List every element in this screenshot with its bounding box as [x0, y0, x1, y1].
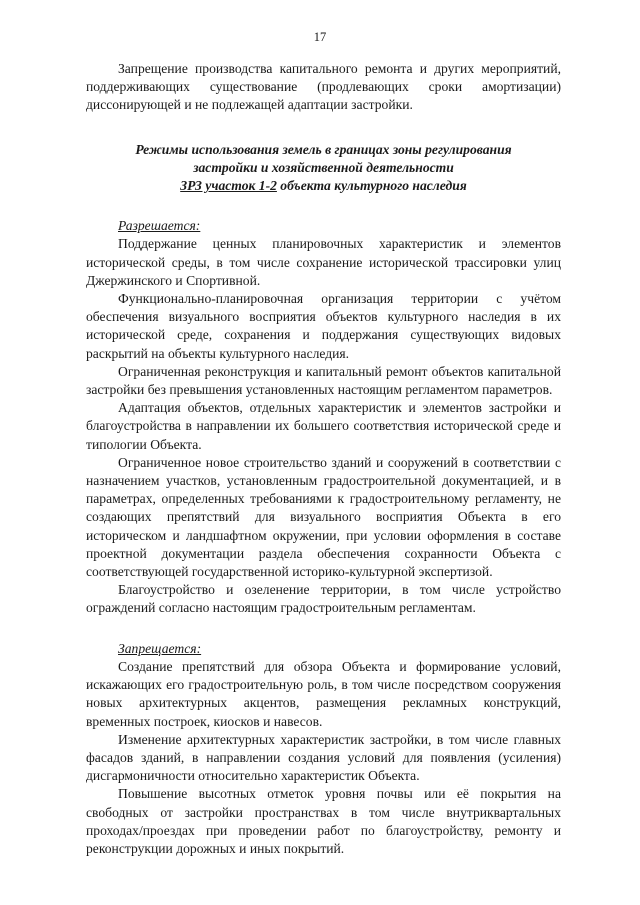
- forbidden-paragraph: Повышение высотных отметок уровня почвы или её покрытия на свободных от застройки пространствах в том числе внутриквартальных проходах/проездах при проведении работ по благоустройству, ремонту и реконструкции дорожных и иных покрытий.: [86, 786, 561, 856]
- document-body: [86, 60, 561, 858]
- allowed-paragraph: Функционально-планировочная организация территории с учётом обеспечения визуального восприятия объектов культурного наследия в их исторической среде, сохранения и поддержания существующих видовых раскрытий на объекты культурного наследия.: [86, 291, 561, 361]
- section-heading: [86, 141, 561, 196]
- heading-line-2: застройки и хозяйственной деятельности: [193, 159, 454, 175]
- heading-line-1: Режимы использования земель в границах зоны регулирования: [135, 141, 512, 157]
- allowed-paragraph: Адаптация объектов, отдельных характеристик и элементов застройки и благоустройства в направлении их большего соответствия исторической среде и типологии Объекта.: [86, 400, 561, 452]
- forbidden-paragraph: Создание препятствий для обзора Объекта и формирование условий, искажающих его градостроительную роль, в том числе посредством сооружения новых архитектурных акцентов, размещения рекламных конструкций, временных построек, киосков и навесов.: [86, 658, 561, 729]
- forbidden-paragraph: Изменение архитектурных характеристик застройки, в том числе главных фасадов зданий, в направлении создания условий для появления (усиления) дисгармоничности относительно характеристик Объекта.: [86, 731, 561, 784]
- heading-zone-code: ЗРЗ участок 1-2: [180, 178, 277, 194]
- heading-line-3-rest: объекта культурного наследия: [276, 178, 467, 194]
- heading-line-3: [86, 177, 561, 195]
- section-spacer: [86, 618, 561, 640]
- allowed-label: Разрешается:: [118, 218, 201, 234]
- intro-paragraph: Запрещение производства капитального ремонта и других мероприятий, поддерживающих существование (продлевающих сроки амортизации) диссонирующей и не подлежащей адаптации застройки.: [86, 61, 561, 113]
- allowed-paragraph: Поддержание ценных планировочных характеристик и элементов исторической среды, в том числе сохранение исторической трассировки улиц Джержинского и Спортивной.: [86, 236, 561, 288]
- allowed-paragraph: Ограниченная реконструкция и капитальный ремонт объектов капитальной застройки без превышения установленных настоящим регламентом параметров.: [86, 363, 561, 398]
- allowed-paragraph: Благоустройство и озеленение территории, в том числе устройство ограждений согласно настоящим градостроительным регламентам.: [86, 582, 561, 616]
- forbidden-label: Запрещается:: [118, 640, 202, 656]
- allowed-paragraph: Ограниченное новое строительство зданий и сооружений в соответствии с назначением участков, установленным градостроительной документацией, и в параметрах, определенных требованиями к градостроительному регламенту, не создающих препятствий для визуального восприятия Объекта в его историческом и ландшафтном окружении, при условии оформления в составе проектной документации раздела обеспечения сохранности Объекта с соответствующей государственной историко-культурной экспертизой.: [86, 454, 561, 580]
- page-number: 17: [313, 30, 327, 44]
